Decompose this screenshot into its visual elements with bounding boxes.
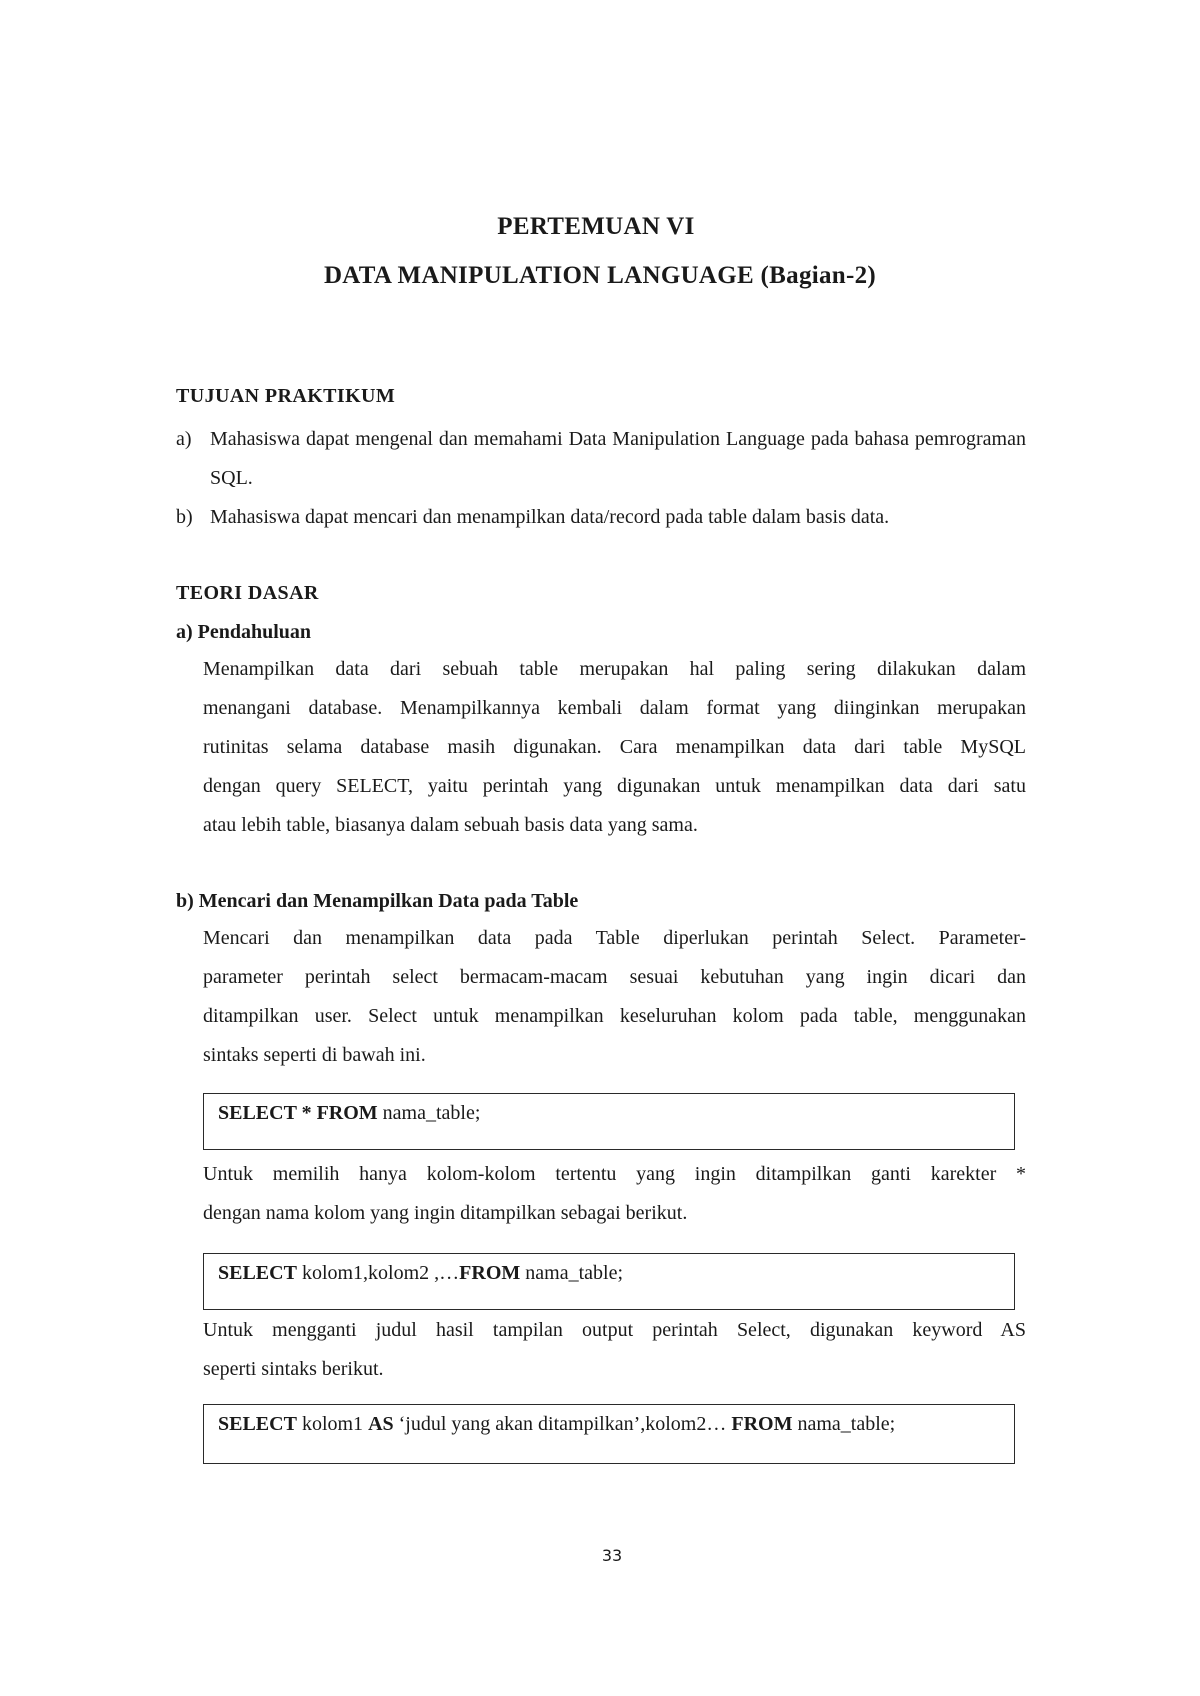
sql-keyword: SELECT * FROM — [218, 1102, 378, 1124]
sql-keyword: SELECT — [218, 1262, 297, 1284]
code-line — [218, 1102, 480, 1125]
code-box-select-all — [203, 1093, 1015, 1150]
list-item — [176, 420, 1026, 498]
objectives-list — [176, 420, 1026, 537]
sql-text: nama_table; — [520, 1262, 623, 1284]
title-block — [0, 212, 1200, 291]
paragraph-line: dengan nama kolom yang ingin ditampilkan sebagai berikut. — [203, 1202, 688, 1224]
sql-keyword: AS — [368, 1413, 394, 1435]
sql-text: ‘judul yang akan ditampilkan’,kolom2… — [393, 1413, 732, 1435]
sql-keyword: SELECT — [218, 1413, 297, 1435]
objective-text: Mahasiswa dapat mencari dan menampilkan data/record pada table dalam basis data. — [210, 506, 890, 528]
paragraph-line: seperti sintaks berikut. — [203, 1358, 384, 1380]
objective-text: Mahasiswa dapat mengenal dan memahami Data Manipulation Language pada bahasa pemrograman SQL. — [210, 428, 1026, 489]
paragraph-line: rutinitas selama database masih digunakan. Cara menampilkan data dari table MySQL — [203, 736, 1026, 758]
alias-paragraph — [203, 1311, 1026, 1389]
paragraph-line: dengan query SELECT, yaitu perintah yang digunakan untuk menampilkan data dari satu — [203, 775, 1026, 797]
paragraph-line: Untuk memilih hanya kolom-kolom tertentu yang ingin ditampilkan ganti karekter * — [203, 1163, 1026, 1185]
code-box-select-columns — [203, 1253, 1015, 1310]
sql-text: nama_table; — [792, 1413, 896, 1435]
objectives-heading: TUJUAN PRAKTIKUM — [176, 385, 396, 407]
theory-heading: TEORI DASAR — [176, 582, 319, 604]
select-columns-paragraph — [203, 1155, 1026, 1233]
paragraph-line: parameter perintah select bermacam-macam sesuai kebutuhan yang ingin dicari dan — [203, 966, 1026, 988]
sql-keyword: FROM — [731, 1413, 793, 1435]
code-line — [218, 1413, 895, 1436]
section-a-paragraph — [203, 650, 1026, 845]
paragraph-line: Untuk mengganti judul hasil tampilan output perintah Select, digunakan keyword AS — [203, 1319, 1026, 1341]
list-marker: a) — [176, 428, 192, 450]
page-number: 33 — [601, 1546, 623, 1565]
paragraph-line: atau lebih table, biasanya dalam sebuah basis data yang sama. — [203, 814, 698, 836]
paragraph-line: menangani database. Menampilkannya kembali dalam format yang diinginkan merupakan — [203, 697, 1026, 719]
sql-text: kolom1 — [296, 1413, 369, 1435]
paragraph-line: Mencari dan menampilkan data pada Table diperlukan perintah Select. Parameter- — [203, 927, 1026, 949]
paragraph-line: ditampilkan user. Select untuk menampilkan keseluruhan kolom pada table, menggunakan — [203, 1005, 1026, 1027]
section-b-paragraph — [203, 919, 1026, 1075]
paragraph-line: sintaks seperti di bawah ini. — [203, 1044, 426, 1066]
sql-text: nama_table; — [377, 1102, 481, 1124]
paragraph-line: Menampilkan data dari sebuah table merupakan hal paling sering dilakukan dalam — [203, 658, 1026, 680]
section-b-title: b) Mencari dan Menampilkan Data pada Table — [176, 890, 579, 912]
code-box-select-alias — [203, 1404, 1015, 1464]
meeting-title: PERTEMUAN VI — [497, 213, 695, 240]
sql-text: kolom1,kolom2 ,… — [296, 1262, 460, 1284]
section-a-title: a) Pendahuluan — [176, 621, 312, 643]
code-line — [218, 1262, 623, 1285]
list-marker: b) — [176, 506, 193, 528]
sql-keyword: FROM — [459, 1262, 521, 1284]
list-item — [176, 498, 1026, 537]
topic-title: DATA MANIPULATION LANGUAGE (Bagian-2) — [323, 262, 877, 289]
